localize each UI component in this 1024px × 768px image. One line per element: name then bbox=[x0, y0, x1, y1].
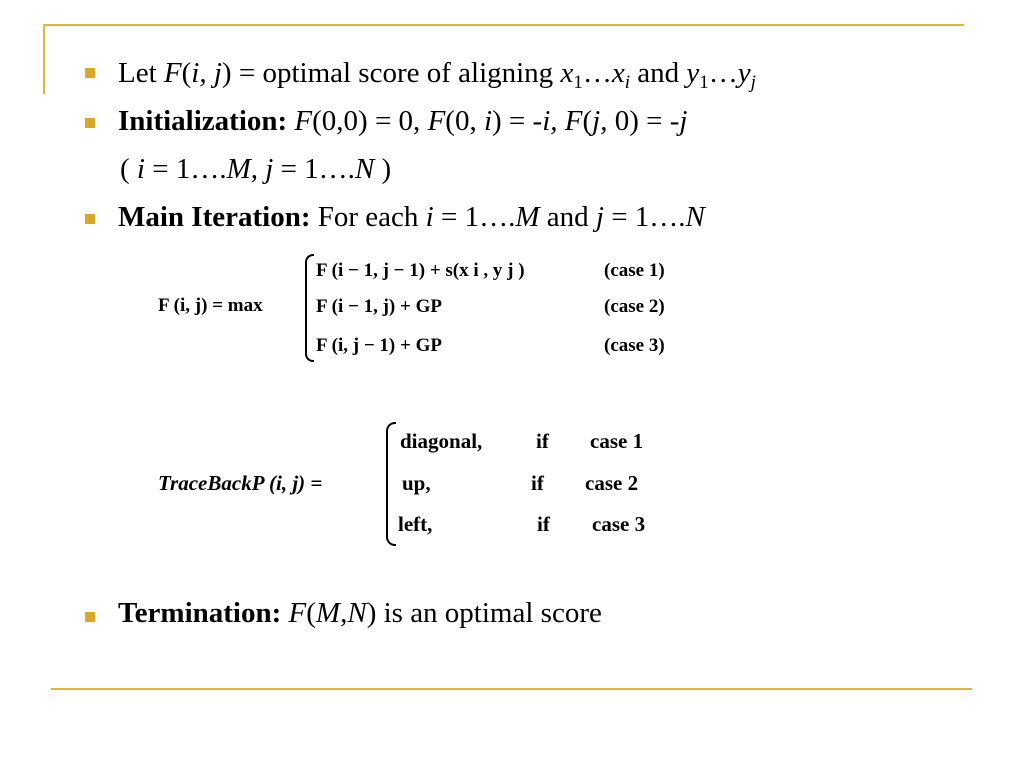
text: , bbox=[340, 597, 348, 629]
bullet-marker-3 bbox=[85, 214, 95, 224]
traceback-row-3-if: if bbox=[537, 512, 550, 536]
text: For each bbox=[310, 201, 426, 233]
var-F: F bbox=[294, 105, 313, 137]
label-main-iteration: Main Iteration: bbox=[118, 201, 311, 233]
var-F: F bbox=[427, 105, 446, 137]
text: = 1…. bbox=[144, 153, 227, 185]
text: ) = - bbox=[492, 105, 543, 137]
bullet-marker-2 bbox=[85, 118, 95, 128]
var-j: j bbox=[679, 105, 688, 137]
traceback-row-3-case: case 3 bbox=[592, 512, 646, 536]
text: ( bbox=[306, 597, 316, 629]
var-x: x bbox=[560, 57, 574, 89]
case-2-expression: F (i − 1, j) + GP bbox=[316, 296, 442, 317]
text: 0) = - bbox=[607, 105, 680, 137]
text: and bbox=[629, 57, 687, 89]
case-1-label: (case 1) bbox=[604, 260, 665, 281]
ellipsis: … bbox=[582, 57, 612, 89]
left-brace-2 bbox=[386, 422, 396, 546]
bullet-line-termination bbox=[118, 596, 602, 630]
case-3-expression: F (i, j − 1) + GP bbox=[316, 335, 442, 356]
text: ) bbox=[374, 153, 392, 185]
case-1-expression: F (i − 1, j − 1) + s(x i , y j ) bbox=[316, 260, 525, 281]
var-j: j, bbox=[592, 105, 608, 137]
left-brace-1 bbox=[305, 254, 314, 362]
var-M: M, bbox=[226, 153, 259, 185]
traceback-row-2-case: case 2 bbox=[585, 471, 639, 495]
bullet-marker-1 bbox=[85, 68, 95, 78]
var-i: i, bbox=[542, 105, 558, 137]
label-termination: Termination: bbox=[118, 597, 282, 629]
text: and bbox=[539, 201, 596, 233]
label-initialization: Initialization: bbox=[118, 105, 288, 137]
var-M: M bbox=[515, 201, 540, 233]
args: (i, j) bbox=[181, 57, 232, 89]
var-F: F bbox=[564, 105, 583, 137]
frame-bottom-rule bbox=[51, 688, 972, 690]
var-N: N bbox=[685, 201, 705, 233]
text: = optimal score of aligning bbox=[231, 57, 561, 89]
var-F: F bbox=[288, 597, 307, 629]
sub: i bbox=[624, 72, 630, 93]
var-F: F bbox=[163, 57, 182, 89]
traceback-lhs-text: TraceBackP (i, j) = bbox=[158, 471, 323, 495]
text: ) is an optimal score bbox=[366, 597, 602, 629]
frame-top-rule bbox=[43, 24, 964, 26]
bullet-marker-4 bbox=[85, 612, 95, 622]
text: ( bbox=[582, 105, 593, 137]
var-j: j bbox=[265, 153, 274, 185]
sub: 1 bbox=[699, 72, 709, 93]
traceback-lhs bbox=[158, 472, 322, 494]
case-2-label: (case 2) bbox=[604, 296, 665, 317]
var-i: i bbox=[136, 153, 145, 185]
text: = 1…. bbox=[433, 201, 516, 233]
bullet-line-main-iteration bbox=[118, 200, 705, 234]
sub: j bbox=[750, 72, 756, 93]
text: = 1…. bbox=[273, 153, 355, 185]
sub: 1 bbox=[573, 72, 583, 93]
text: = 1…. bbox=[603, 201, 686, 233]
frame-left-rule bbox=[43, 24, 45, 94]
text bbox=[281, 597, 288, 629]
traceback-row-1-value: diagonal, bbox=[400, 429, 483, 453]
var-y: y bbox=[737, 57, 751, 89]
var-N: N bbox=[347, 597, 367, 629]
text bbox=[558, 105, 565, 137]
traceback-row-2-if: if bbox=[531, 471, 544, 495]
traceback-row-2-value: up, bbox=[402, 471, 431, 495]
var-j: j bbox=[595, 201, 604, 233]
recurrence-lhs: F (i, j) = max bbox=[158, 295, 263, 316]
var-i: i bbox=[483, 105, 493, 137]
ellipsis: … bbox=[708, 57, 738, 89]
text: (0,0) = 0, bbox=[312, 105, 428, 137]
range-line bbox=[120, 152, 391, 186]
text: ( bbox=[120, 153, 137, 185]
text: Let bbox=[118, 57, 164, 89]
var-i: i bbox=[425, 201, 434, 233]
traceback-row-3-value: left, bbox=[398, 512, 433, 536]
text: (0, bbox=[445, 105, 484, 137]
bullet-line-let bbox=[118, 56, 756, 93]
var-M: M bbox=[315, 597, 341, 629]
var-y: y bbox=[686, 57, 700, 89]
traceback-row-1-if: if bbox=[536, 429, 549, 453]
bullet-line-initialization bbox=[118, 104, 687, 138]
var-N: N bbox=[354, 153, 375, 185]
var-x: x bbox=[611, 57, 625, 89]
case-3-label: (case 3) bbox=[604, 335, 665, 356]
traceback-row-1-case: case 1 bbox=[590, 429, 644, 453]
